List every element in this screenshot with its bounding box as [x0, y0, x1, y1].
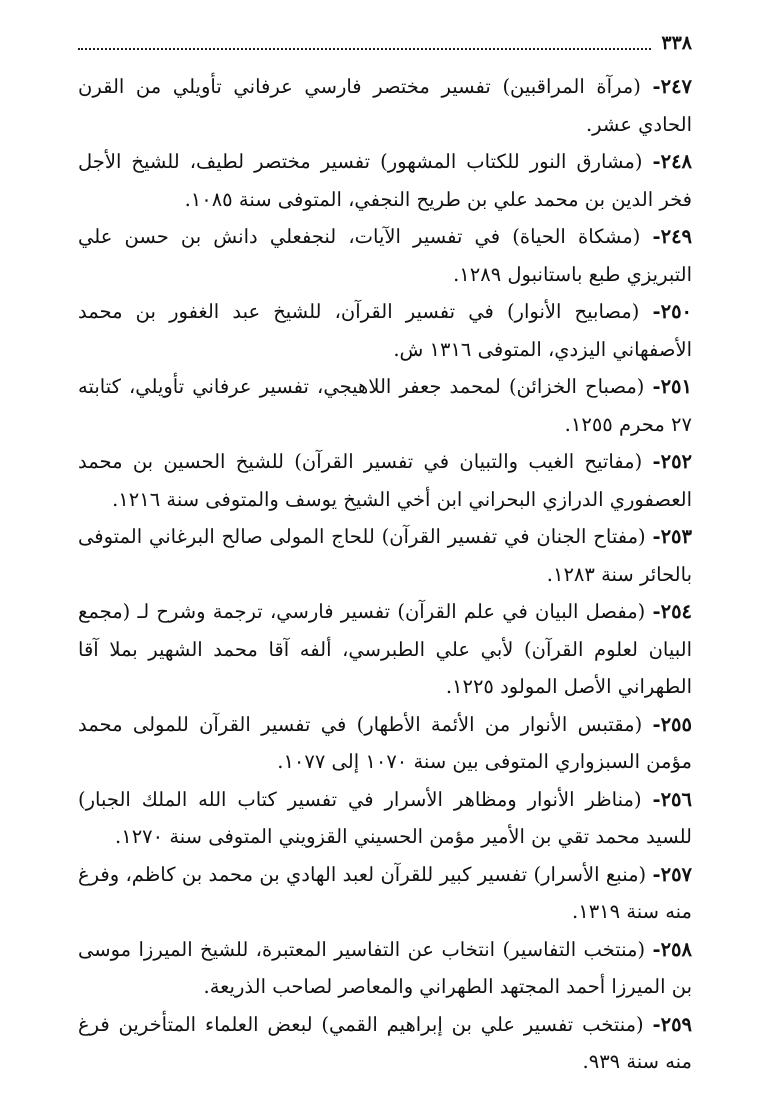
- entry-title: (مشارق النور للكتاب المشهور): [380, 150, 643, 173]
- entry-250: [78, 293, 692, 368]
- entry-257: [78, 856, 692, 931]
- entry-title: (مقتبس الأنوار من الأئمة الأطهار): [356, 712, 643, 736]
- entry-254: [78, 593, 692, 706]
- page-header: [78, 26, 692, 54]
- entry-number: ٢٥٥-: [652, 712, 692, 736]
- entry-text: للسيد محمد تقي بن الأمير مؤمن الحسيني القزويني المتوفى سنة ١٢٧٠.: [115, 825, 692, 848]
- page-number: ٣٣٨: [661, 32, 692, 54]
- entry-number: ٢٥٩-: [652, 1012, 693, 1036]
- entry-number: ٢٥٦-: [652, 787, 692, 811]
- entry-title: (مفاتيح الغيب والتبيان في تفسير القرآن): [294, 450, 643, 473]
- entry-text: تفسير فارسي، ترجمة وشرح لـ (مجمع البيان لعلوم القرآن) لأبي علي الطبرسي، ألفه آقا محمد الشهير بملا آقا الطهراني الأصل المولود ١٢٢٥.: [78, 600, 692, 698]
- entry-251: [78, 368, 692, 443]
- entry-number: ٢٥٤-: [652, 600, 693, 623]
- header-dotted-rule: [78, 48, 651, 50]
- entry-number: ٢٤٨-: [652, 150, 693, 173]
- entry-title: (منتخب تفسير علي بن إبراهيم القمي): [321, 1012, 644, 1036]
- entry-title: (مفتاح الجنان في تفسير القرآن): [381, 525, 646, 548]
- entry-text: للحاج المولى صالح البرغاني المتوفى بالحائر سنة ١٢٨٣.: [78, 525, 692, 586]
- entry-256: [78, 781, 692, 856]
- entry-number: ٢٥٣-: [652, 525, 692, 548]
- entry-title: (مشكاة الحياة): [512, 225, 641, 248]
- entry-number: ٢٥٢-: [652, 450, 693, 473]
- entry-text: تفسير مختصر فارسي عرفاني تأويلي من القرن الحادي عشر.: [78, 75, 692, 136]
- entry-text: تفسير كبير للقرآن لعبد الهادي بن محمد بن كاظم، وفرغ منه سنة ١٣١٩.: [78, 862, 692, 923]
- entry-text: للشيخ الحسين بن محمد العصفوري الدرازي البحراني ابن أخي الشيخ يوسف والمتوفى سنة ١٢١٦.: [78, 450, 692, 511]
- entry-number: ٢٥٨-: [652, 937, 692, 961]
- entry-number: ٢٤٩-: [652, 225, 693, 248]
- entry-text: في تفسير الآيات، لنجفعلي دانش بن حسن علي التبريزي طبع باستانبول ١٢٨٩.: [78, 225, 692, 286]
- entry-text: في تفسير القرآن للمولى محمد مؤمن السبزواري المتوفى بين سنة ١٠٧٠ إلى ١٠٧٧.: [78, 712, 692, 773]
- entry-text: تفسير مختصر لطيف، للشيخ الأجل فخر الدين بن محمد علي بن طريح النجفي، المتوفى سنة ١٠٨٥.: [78, 150, 692, 211]
- entry-258: [78, 931, 692, 1006]
- entry-249: [78, 218, 692, 293]
- entry-text: لمحمد جعفر اللاهيجي، تفسير عرفاني تأويلي، كتابته ٢٧ محرم ١٢٥٥.: [78, 375, 692, 436]
- entry-list: [78, 68, 692, 1081]
- entry-title: (مرآة المراقبين): [502, 75, 641, 98]
- entry-248: [78, 143, 692, 218]
- entry-255: [78, 706, 692, 781]
- entry-number: ٢٤٧-: [652, 75, 693, 98]
- entry-title: (مصابيح الأنوار): [506, 300, 640, 323]
- entry-title: (مصباح الخزائن): [508, 375, 645, 398]
- entry-title: (مفصل البيان في علم القرآن): [397, 600, 646, 623]
- entry-title: (منبع الأسرار): [533, 862, 647, 886]
- entry-number: ٢٥٠-: [652, 300, 693, 323]
- entry-text: انتخاب عن التفاسير المعتبرة، للشيخ الميرزا موسى بن الميرزا أحمد المجتهد الطهراني والمعاصر لصاحب الذريعة.: [78, 937, 692, 998]
- entry-253: [78, 518, 692, 593]
- entry-259: [78, 1006, 692, 1081]
- entry-252: [78, 443, 692, 518]
- entry-text: لبعض العلماء المتأخرين فرغ منه سنة ٩٣٩.: [78, 1012, 692, 1073]
- entry-title: (منتخب التفاسير): [502, 937, 646, 961]
- entry-number: ٢٥٧-: [652, 862, 693, 886]
- entry-247: [78, 68, 692, 143]
- entry-text: في تفسير القرآن، للشيخ عبد الغفور بن محمد الأصفهاني اليزدي، المتوفى ١٣١٦ ش.: [78, 300, 692, 361]
- entry-title: (مناظر الأنوار ومظاهر الأسرار في تفسير كتاب الله الملك الجبار): [78, 787, 642, 811]
- entry-number: ٢٥١-: [652, 375, 692, 398]
